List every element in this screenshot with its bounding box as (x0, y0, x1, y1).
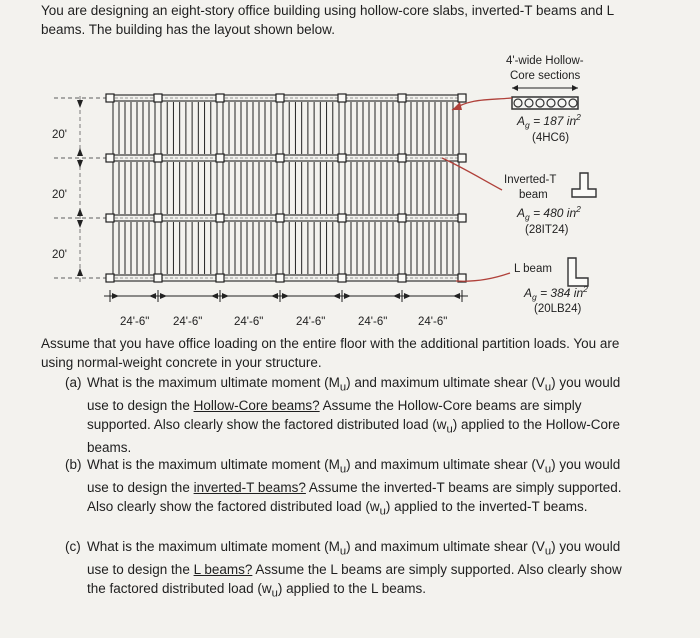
column (398, 214, 406, 222)
column (276, 94, 284, 102)
column (154, 154, 162, 162)
inverted-t-callout-arrow (442, 158, 502, 190)
inverted-t-designation: (28IT24) (525, 224, 569, 236)
l-beam-title: L beam (514, 263, 552, 275)
hollowcore-area: $A_g = 187$ $in^2$ (517, 112, 581, 130)
column (338, 94, 346, 102)
row-spacing-label: 20' (52, 249, 67, 261)
column (216, 154, 224, 162)
column (216, 94, 224, 102)
inverted-t-title: Inverted-T (504, 174, 557, 186)
column (276, 274, 284, 282)
question-c: (c) What is the maximum ultimate moment $(M_u)$ and maximum ultimate shear $(V_u)$ you would use to design the L beams? Assume the L beams are simply supported. Also clearly show the factored distributed load $(w_u)$ applied to the L beams. (65, 539, 622, 600)
member-l-beam: L beams? (193, 562, 253, 578)
column (398, 154, 406, 162)
bay-spacing-label: 24'-6" (358, 316, 388, 328)
column (458, 94, 466, 102)
column (106, 214, 114, 222)
question-b: (b) What is the maximum ultimate moment $(M_u)$ and maximum ultimate shear $(V_u)$ you would use to design the inverted-T beams? Assume the inverted-T beams are simply supported. Also clearly show the factored distributed load $(w_u)$ applied to the inverted-T beams. (65, 457, 622, 518)
bay-spacing-label: 24'-6" (120, 316, 150, 328)
inverted-t-title-2: beam (519, 189, 548, 201)
column (216, 214, 224, 222)
question-label: (c) (65, 539, 81, 554)
column (338, 214, 346, 222)
intro-paragraph: You are designing an eight-story office building using hollow-core slabs, inverted-T beams and L beams. The building has the layout shown below. (41, 3, 614, 37)
column (106, 94, 114, 102)
column (276, 214, 284, 222)
column (276, 154, 284, 162)
column (154, 214, 162, 222)
row-spacing-label: 20' (52, 129, 67, 141)
member-hollowcore: Hollow-Core beams? (193, 398, 320, 414)
hollowcore-designation: (4HC6) (532, 132, 570, 144)
member-inverted-t: inverted-T beams? (193, 480, 306, 496)
hollowcore-title: 4'-wide Hollow- (506, 55, 584, 67)
column (398, 274, 406, 282)
question-label: (a) (65, 375, 82, 390)
column (458, 154, 466, 162)
column (216, 274, 224, 282)
bay-spacing-label: 24'-6" (296, 316, 326, 328)
column (154, 274, 162, 282)
column (338, 274, 346, 282)
column (458, 214, 466, 222)
l-beam-section-icon (568, 258, 588, 286)
l-beam-area: $A_g = 384$ $in^2$ (524, 284, 588, 302)
inverted-t-section-icon (572, 173, 596, 197)
hollowcore-title-2: Core sections (510, 70, 581, 82)
bay-spacing-label: 24'-6" (418, 316, 448, 328)
floor-plan-grid (54, 94, 468, 302)
question-a: (a) What is the maximum ultimate moment $(M_u)$ and maximum ultimate shear $(V_u)$ you would use to design the Hollow-Core beams? Assume the Hollow-Core beams are simply supported. Also clearly show the factored distributed load $(w_u)$ applied to the Hollow-Core beams. (65, 375, 621, 455)
inverted-t-area: $A_g = 480$ $in^2$ (517, 204, 581, 222)
question-label: (b) (65, 457, 82, 472)
bay-spacing-label: 24'-6" (234, 316, 264, 328)
bay-spacing-label: 24'-6" (173, 316, 203, 328)
column (106, 274, 114, 282)
column (154, 94, 162, 102)
l-beam-designation: (20LB24) (534, 303, 582, 315)
column (338, 154, 346, 162)
assumption-paragraph: Assume that you have office loading on the entire floor with the additional partition loads. You are using normal-weight concrete in your structure. (41, 336, 620, 370)
row-spacing-label: 20' (52, 189, 67, 201)
column (106, 154, 114, 162)
floor-plan-figure (40, 48, 660, 333)
hollowcore-section-icon (512, 85, 578, 109)
column (398, 94, 406, 102)
